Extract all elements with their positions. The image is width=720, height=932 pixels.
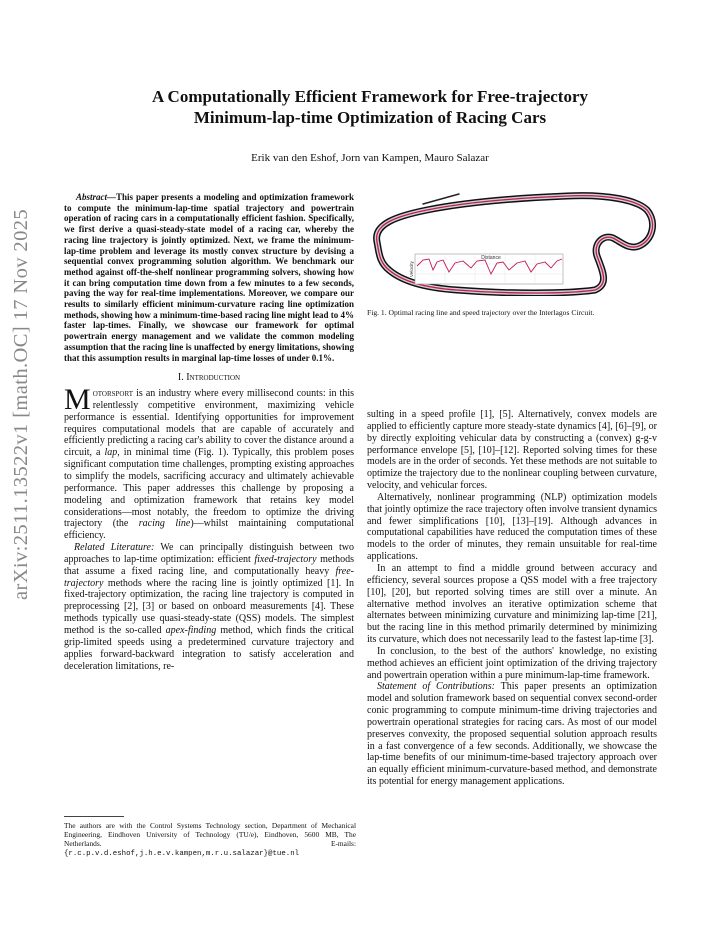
right-column [367, 409, 657, 788]
related-literature-paragraph [64, 542, 354, 672]
author-list: Erik van den Eshof, Jorn van Kampen, Mauro Salazar [251, 152, 489, 164]
title-line-1: A Computationally Efficient Framework for Free-trajectory [151, 87, 589, 106]
footnote-emails: {r.c.p.v.d.eshof,j.h.e.v.kampen,m.r.u.salazar}@tue.nl [64, 850, 300, 858]
contributions-paragraph [367, 681, 657, 788]
intro-caps-word: otorsport [92, 388, 133, 400]
abstract-text: This paper presents a modeling and optimization framework to compute the minimum-lap-time spatial trajectory and powertrain operation of racing cars in a computationally efficient fashion. Specifically, we first derive a quasi-steady-state model of a racing car, whereby the racing line trajectory is jointly optimized. Next, we frame the minimum-lap-time problem and leverage its mostly convex structure by devising a sequential convex programming solution algorithm. We benchmark our method against off-the-shelf nonlinear programming solvers, showing how it can bring computation time down from a few minutes to a few seconds, paving the way for real-time implementations. Moreover, we compare our results to similarly efficient minimum-curvature racing line optimization methods, showing how a minimum-time-based racing line might lead to 4% faster lap-times. Finally, we showcase our framework for optimal powertrain energy management and we validate the common modeling assumption that the racing line is unaffected by energy limitations, showing that this assumption results in marginal lap-time losses of under 0.1%. [64, 192, 354, 363]
arxiv-id-text: arXiv:2511.13522v1 [math.OC] 17 Nov 2025 [10, 208, 32, 600]
arxiv-sidebar-id [10, 208, 32, 600]
speed-inset [409, 254, 563, 284]
rl-text-c: methods where the racing line is jointly optimized [1]. In fixed-trajectory optimization, the racing line trajectory is computed in preprocessing [2], [3] or based on onboard measurements [4]. These methods typically use quasi-steady-state (QSS) models. The simplest method is the so-called [64, 577, 354, 636]
intro-text-b: , in minimal time (Fig. 1). Typically, this problem poses significant computation time challenges, prompting existing approaches to simplify the models, sacrificing accuracy and ultimately achievable performance. This paper addresses this challenge by proposing a modeling and optimization framework that retains key model considerations—most notably, the freedom to optimize the driving trajectory (the [64, 447, 355, 530]
right-paragraph-3: In an attempt to find a middle ground between accuracy and efficiency, several sources propose a QSS model with a free trajectory [10], [20], but reported solving times are still over a minute. An alternative method involves an iterative optimization scheme that alternates between minimizing curvature and minimizing lap-time [21], but the racing line in this method primarily determined by minimizing its curvature, which does not necessarily lead to the fastest lap-time [3]. [367, 562, 657, 646]
inset-xlabel: Distance [481, 255, 501, 261]
paper-title [70, 86, 670, 128]
intro-italic-racing-line: racing line [138, 518, 191, 530]
rl-italic-fixed: fixed-trajectory [254, 553, 317, 565]
right-paragraph-1: sulting in a speed profile [1], [5]. Alternatively, convex models are applied to efficiently capture more steady-state dynamics [4], [6]–[9], or by directly exploiting vehicular data by constructing a (convex) g-g-v performance envelope [5], [10]–[12]. Reported solving times for these models are in the order of seconds. Yet these methods are not suitable to optimize the trajectory due to the nonlinear coupling between curvature, velocity, and vehicular forces. [367, 409, 657, 492]
footnote-text: The authors are with the Control Systems Technology section, Department of Mechanical Engineering, Eindhoven University of Technology (TU/e), Eindhoven, 5600 MB, The Netherlands. E-mails: [64, 821, 356, 848]
intro-paragraph-1 [64, 383, 355, 542]
rl-text-b: methods that assume a fixed racing line, and computationally heavy [64, 553, 354, 577]
author-footnote [64, 821, 356, 859]
contributions-text: This paper presents an optimization model and solution framework based on sequential convex second-order conic programming to compute minimum-time driving trajectories and powertrain operational strategies for racing cars. As most of our model preserves convexity, the proposed sequential solution approach results in a fast convergence of a few seconds. Additionally, we showcase the lap-time benefits of our minimum-time-based trajectory approach over an equally efficient minimum-curvature-based method, and demonstrate its potential for energy management applications. [367, 681, 658, 788]
abstract-lead: Abstract— [76, 192, 117, 202]
rl-text-a: We can principally distinguish between two approaches to lap-time optimization: efficient [64, 542, 354, 565]
intro-text-c: )—whilst maintaining computational efficiency. [64, 518, 354, 542]
title-line-2: Minimum-lap-time Optimization of Racing Cars [193, 108, 547, 127]
section-heading-introduction: I. Introduction [177, 372, 241, 384]
abstract [64, 192, 354, 363]
right-paragraph-2: Alternatively, nonlinear programming (NLP) optimization models that jointly optimize the race trajectory often involve transient dynamics and fewer simplifications [10], [13]–[19]. Although advances in computational capabilities have reduced the computation times of these models to the order of minutes, they remain unsuitable for real-time applications. [367, 491, 657, 563]
figure-caption: Fig. 1. Optimal racing line and speed trajectory over the Interlagos Circuit. [367, 308, 595, 317]
rl-text-d: method, which finds the critical grip-limited speeds using a predetermined curvature trajectory and applies forward-backward integration to satisfy acceleration and deceleration limitations, re- [64, 624, 354, 672]
figure-1-track-map [367, 186, 657, 296]
footnote-rule [64, 816, 124, 817]
rl-italic-apex: apex-finding [165, 624, 217, 636]
left-column [64, 192, 354, 672]
right-paragraph-4: In conclusion, to the best of the authors' knowledge, no existing method achieves an efficient joint optimization of the driving trajectory and powertrain operation within a pure minimum-lap-time framework. [367, 645, 657, 681]
drop-cap: M [64, 383, 91, 417]
contributions-lead: Statement of Contributions: [377, 681, 495, 693]
intro-italic-lap: lap [104, 447, 118, 459]
related-literature-lead: Related Literature: [74, 542, 155, 554]
rl-italic-free: free-trajectory [64, 565, 354, 589]
inset-ylabel: Velocity [409, 261, 414, 277]
intro-text-a: is an industry where every millisecond counts: in this relentlessly competitive environment, maximizing vehicle performance is essential. Identifying opportunities for improvement requires computational models that are capable of accurately and efficiently predicting a racing car's ability to cover the distance around a circuit, a [64, 388, 354, 459]
